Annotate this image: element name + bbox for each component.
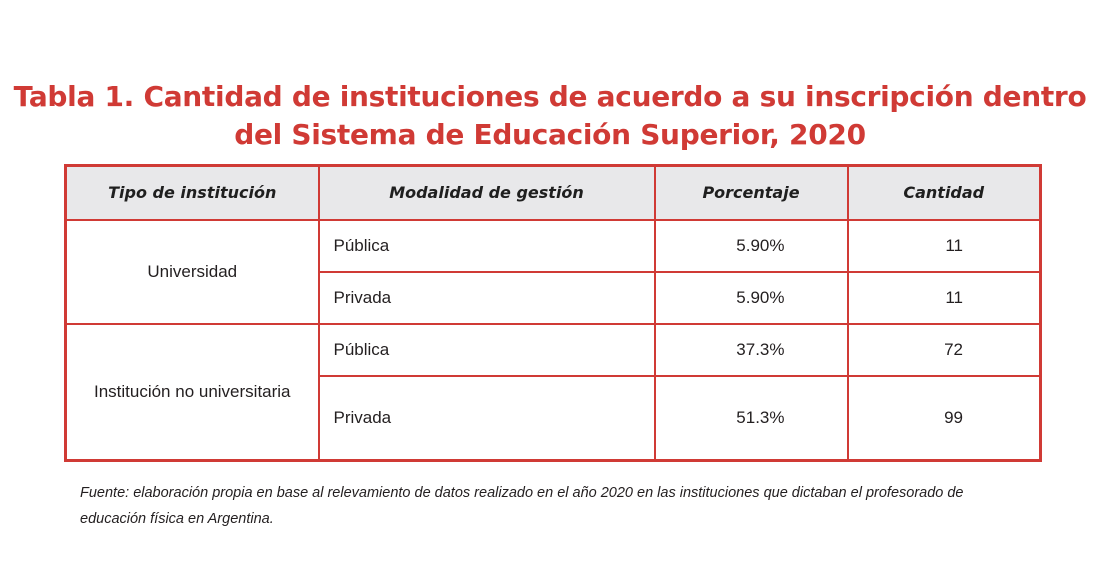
source-note-line-2: educación física en Argentina. [80, 511, 274, 527]
header-modalidad: Modalidad de gestión [319, 166, 655, 220]
source-note-line-1: Fuente: elaboración propia en base al relevamiento de datos realizado en el año 2020 en las instituciones que dictaban el profesorado de [80, 485, 964, 501]
table-title-line-2: del Sistema de Educación Superior, 2020 [234, 118, 866, 151]
table-row [66, 324, 1041, 376]
table-header-row [66, 166, 1041, 220]
table-title-line-1: Tabla 1. Cantidad de instituciones de acuerdo a su inscripción dentro [13, 80, 1087, 113]
cell-cantidad: 72 [848, 324, 1041, 376]
cell-porcentaje: 37.3% [655, 324, 848, 376]
table-row [66, 220, 1041, 272]
cell-porcentaje: 5.90% [655, 272, 848, 324]
table-title [0, 78, 1100, 154]
header-cantidad: Cantidad [848, 166, 1041, 220]
cell-modalidad: Pública [319, 220, 655, 272]
cell-porcentaje: 5.90% [655, 220, 848, 272]
source-note [80, 480, 1040, 532]
header-porcentaje: Porcentaje [655, 166, 848, 220]
cell-tipo-no-universitaria: Institución no universitaria [66, 324, 319, 461]
cell-porcentaje: 51.3% [655, 376, 848, 460]
cell-cantidad: 11 [848, 220, 1041, 272]
cell-modalidad: Pública [319, 324, 655, 376]
cell-modalidad: Privada [319, 272, 655, 324]
cell-cantidad: 11 [848, 272, 1041, 324]
cell-cantidad: 99 [848, 376, 1041, 460]
cell-tipo-universidad: Universidad [66, 220, 319, 324]
institutions-table [64, 164, 1042, 462]
cell-modalidad: Privada [319, 376, 655, 460]
header-tipo: Tipo de institución [66, 166, 319, 220]
